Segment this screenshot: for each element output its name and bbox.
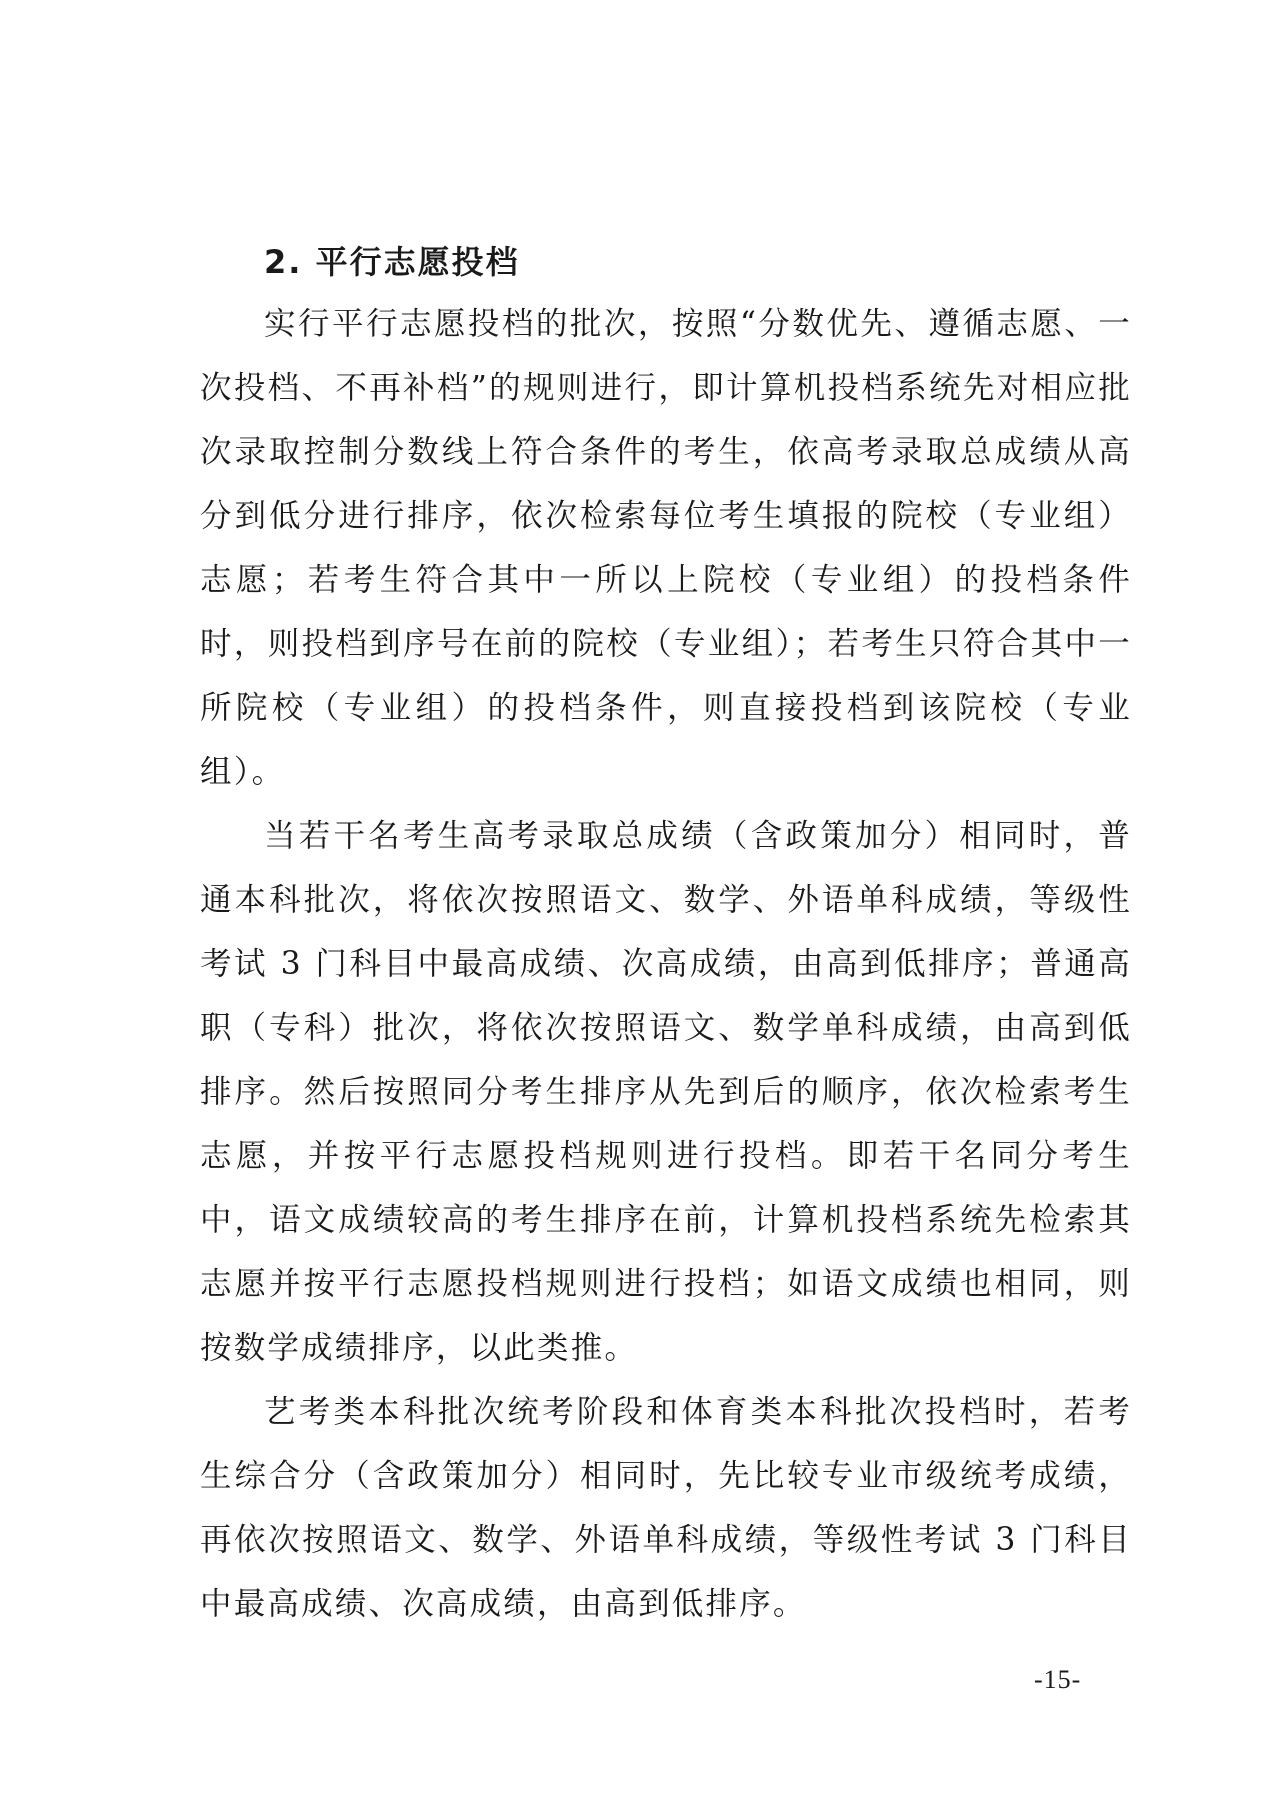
page-content bbox=[200, 232, 1132, 1636]
paragraph-parallel-admission-rules: 实行平行志愿投档的批次，按照“分数优先、遵循志愿、一次投档、不再补档”的规则进行，即计算机投档系统先对相应批次录取控制分数线上符合条件的考生，依高考录取总成绩从高分到低分进行排序，依次检索每位考生填报的院校（专业组）志愿；若考生符合其中一所以上院校（专业组）的投档条件时，则投档到序号在前的院校（专业组）；若考生只符合其中一所院校（专业组）的投档条件，则直接投档到该院校（专业组）。 bbox=[200, 306, 1132, 790]
page-number: -15- bbox=[1034, 1665, 1082, 1694]
paragraph-tie-breaking-rules: 当若干名考生高考录取总成绩（含政策加分）相同时，普通本科批次，将依次按照语文、数学、外语单科成绩，等级性考试 3 门科目中最高成绩、次高成绩，由高到低排序；普通高职（专科）批次，将依次按照语文、数学单科成绩，由高到低排序。然后按照同分考生排序从先到后的顺序，依次检索考生志愿，并按平行志愿投档规则进行投档。即若干名同分考生中，语文成绩较高的考生排序在前，计算机投档系统先检索其志愿并按平行志愿投档规则进行投档；如语文成绩也相同，则按数学成绩排序，以此类推。 bbox=[200, 818, 1132, 1366]
paragraph-art-sports-tie-breaking: 艺考类本科批次统考阶段和体育类本科批次投档时，若考生综合分（含政策加分）相同时，先比较专业市级统考成绩，再依次按照语文、数学、外语单科成绩，等级性考试 3 门科目中最高成绩、次高成绩，由高到低排序。 bbox=[200, 1394, 1132, 1622]
section-heading: 2. 平行志愿投档 bbox=[264, 243, 520, 281]
